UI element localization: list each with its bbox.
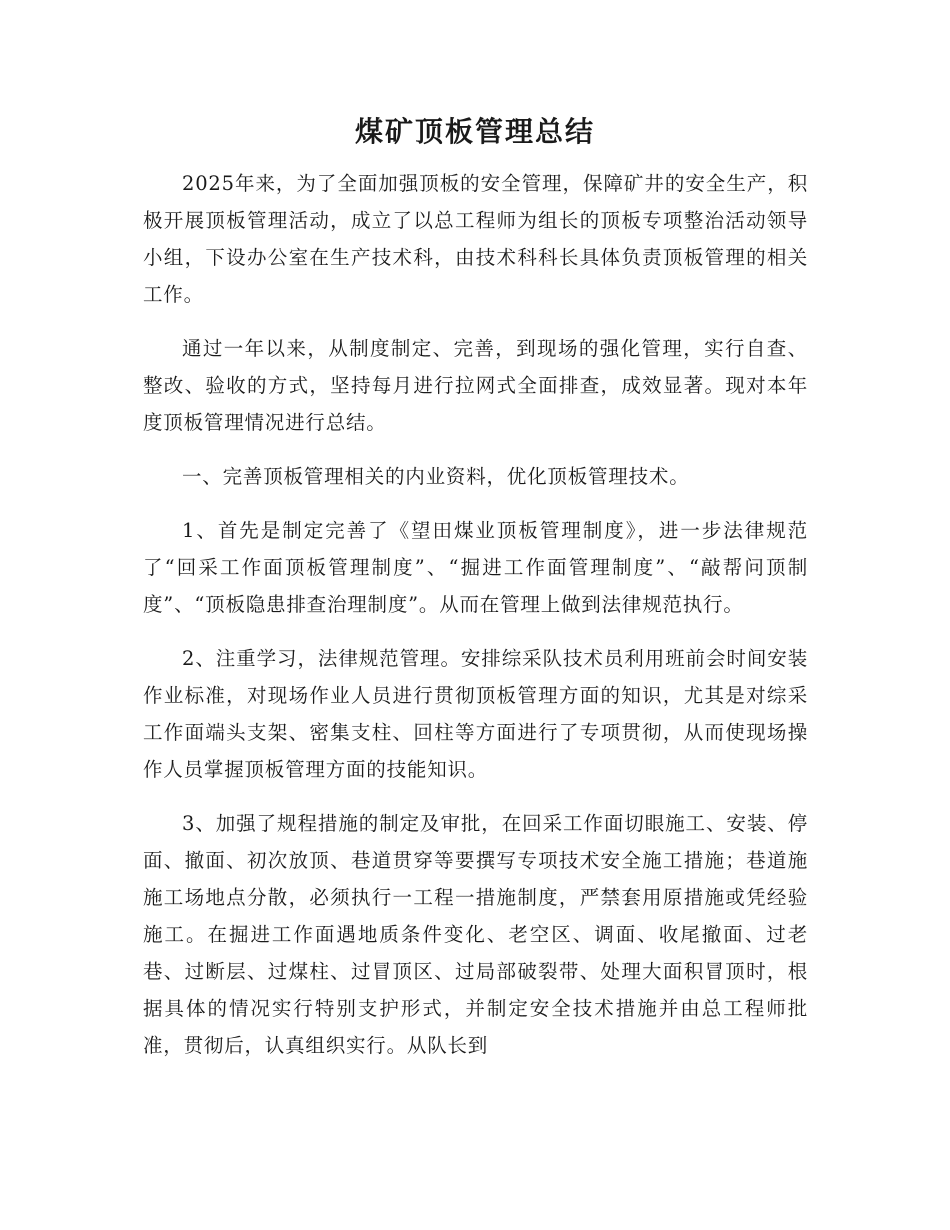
paragraph-item-1: 1、首先是制定完善了《望田煤业顶板管理制度》，进一步法律规范了“回采工作面顶板管理制度”、“掘进工作面管理制度”、“敲帮问顶制度”、“顶板隐患排查治理制度”。从而在管理上做到法律规范执行。 xyxy=(143,519,808,616)
document-title: 煤矿顶板管理总结 xyxy=(354,115,595,148)
paragraph-summary: 通过一年以来，从制度制定、完善，到现场的强化管理，实行自查、整改、验收的方式，坚持每月进行拉网式全面排查，成效显著。现对本年度顶板管理情况进行总结。 xyxy=(143,337,808,434)
document-body xyxy=(143,165,808,1064)
paragraph-item-3: 3、加强了规程措施的制定及审批，在回采工作面切眼施工、安装、停面、撤面、初次放顶、巷道贯穿等要撰写专项技术安全施工措施；巷道施施工场地点分散，必须执行一工程一措施制度，严禁套用原措施或凭经验施工。在掘进工作面遇地质条件变化、老空区、调面、收尾撤面、过老巷、过断层、过煤柱、过冒顶区、过局部破裂带、处理大面积冒顶时，根据具体的情况实行特别支护形式，并制定安全技术措施并由总工程师批准，贯彻后，认真组织实行。从队长到 xyxy=(143,812,808,1057)
section-heading-1: 一、完善顶板管理相关的内业资料，优化顶板管理技术。 xyxy=(182,465,690,488)
paragraph-intro: 2025年来，为了全面加强顶板的安全管理，保障矿井的安全生产，积极开展顶板管理活动，成立了以总工程师为组长的顶板专项整治活动领导小组，下设办公室在生产技术科，由技术科科长具体负责顶板管理的相关工作。 xyxy=(143,172,808,306)
paragraph-item-2: 2、注重学习，法律规范管理。安排综采队技术员利用班前会时间安装作业标准，对现场作业人员进行贯彻顶板管理方面的知识，尤其是对综采工作面端头支架、密集支柱、回柱等方面进行了专项贯彻，从而使现场操作人员掌握顶板管理方面的技能知识。 xyxy=(143,647,808,781)
